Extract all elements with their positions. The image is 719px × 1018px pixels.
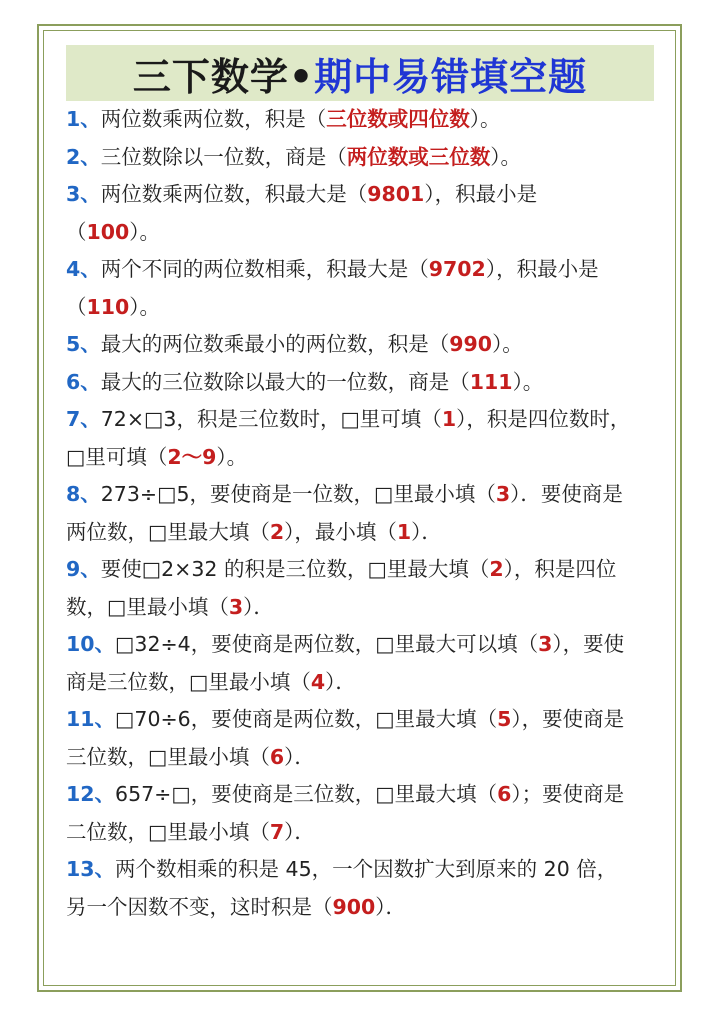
question-text: 72×□3，积是三位数时，□里可填（ <box>100 407 442 431</box>
question-text: 两位数，□里最大填（ <box>66 519 270 544</box>
question-number: 5 <box>66 332 81 356</box>
question-text: 两位数乘两位数，积是（ <box>100 107 327 131</box>
question-item <box>66 851 666 926</box>
answer: 3 <box>495 482 511 506</box>
question-item <box>66 626 666 701</box>
title-banner <box>66 45 654 101</box>
title-dot: • <box>288 54 315 99</box>
question-item <box>66 776 666 851</box>
question-text: ），要使商是 <box>511 707 625 731</box>
question-text: ）． <box>375 894 407 919</box>
question-item <box>66 101 666 139</box>
question-text: 数，□里最小填（ <box>66 594 229 619</box>
question-text: 二位数，□里最小填（ <box>66 819 270 844</box>
question-text: ），积最小是 <box>424 182 538 206</box>
question-separator: 、 <box>94 707 116 731</box>
question-number: 12 <box>66 782 95 806</box>
answer: 990 <box>449 332 493 356</box>
answer: 三位数或四位数 <box>326 107 470 131</box>
question-text: ）。 <box>490 144 522 169</box>
question-separator: 、 <box>80 482 101 506</box>
question-text: ）。 <box>216 444 248 469</box>
question-text: 两个数相乘的积是 45，一个因数扩大到原来的 20 倍， <box>115 857 618 881</box>
answer: 2～9 <box>167 444 217 469</box>
question-number: 10 <box>66 632 95 656</box>
question-text: ），积最小是 <box>485 257 599 281</box>
question-number: 13 <box>66 857 95 881</box>
answer: 9702 <box>428 257 486 281</box>
question-text: （ <box>66 294 87 319</box>
question-number: 2 <box>66 144 81 169</box>
question-number: 4 <box>66 257 81 281</box>
question-text: ）． <box>325 669 356 694</box>
title-subtitle: 期中易错填空题 <box>314 54 588 99</box>
page-title <box>133 46 587 101</box>
question-text: 最大的三位数除以最大的一位数，商是（ <box>100 369 470 394</box>
question-text: ）．要使商是 <box>510 482 623 506</box>
answer: 5 <box>497 707 512 731</box>
question-number: 11 <box>66 707 95 731</box>
question-number: 6 <box>66 369 81 394</box>
question-item <box>66 401 666 476</box>
question-number: 7 <box>66 407 81 431</box>
question-text: ），最小填（ <box>284 519 397 544</box>
question-text: （ <box>66 219 87 244</box>
question-number: 3 <box>66 182 81 206</box>
question-text: 最大的两位数乘最小的两位数，积是（ <box>100 332 450 356</box>
question-text: ）． <box>284 819 315 844</box>
question-separator: 、 <box>80 369 101 394</box>
answer: 4 <box>310 669 326 694</box>
question-item <box>66 176 666 251</box>
question-text: ）。 <box>492 332 523 356</box>
question-item <box>66 364 666 402</box>
question-text: 另一个因数不变，这时积是（ <box>66 894 333 919</box>
question-item <box>66 251 666 326</box>
question-separator: 、 <box>80 257 101 281</box>
question-text: ），积是四位 <box>503 557 617 581</box>
question-text: ）。 <box>129 294 161 319</box>
question-text: 两位数乘两位数，积最大是（ <box>100 182 368 206</box>
question-separator: 、 <box>94 857 116 881</box>
question-number: 8 <box>66 482 81 506</box>
answer: 两位数或三位数 <box>346 144 491 169</box>
question-text: ）． <box>284 744 315 769</box>
question-text: ）． <box>243 594 274 619</box>
question-text: ），要使 <box>552 632 625 656</box>
question-text: □70÷6，要使商是两位数，□里最大填（ <box>115 707 498 731</box>
answer: 6 <box>497 782 512 806</box>
question-item <box>66 476 666 551</box>
question-separator: 、 <box>80 332 101 356</box>
question-text: ）；要使商是 <box>511 782 625 806</box>
answer: 9801 <box>367 182 425 206</box>
question-text: 要使□2×32 的积是三位数，□里最大填（ <box>100 557 490 581</box>
question-separator: 、 <box>80 182 101 206</box>
question-text: ）． <box>411 519 442 544</box>
title-main: 三下数学 <box>132 54 289 99</box>
answer: 2 <box>489 557 504 581</box>
answer: 100 <box>86 219 130 244</box>
question-number: 9 <box>66 557 81 581</box>
question-item <box>66 326 666 364</box>
question-text: 商是三位数，□里最小填（ <box>66 669 311 694</box>
question-text: ）。 <box>469 107 501 131</box>
answer: 6 <box>269 744 285 769</box>
answer: 2 <box>269 519 285 544</box>
question-text: □32÷4，要使商是两位数，□里最大可以填（ <box>115 632 539 656</box>
question-separator: 、 <box>80 407 101 431</box>
question-text: 三位数，□里最小填（ <box>66 744 270 769</box>
answer: 111 <box>469 369 513 394</box>
question-item <box>66 701 666 776</box>
question-text: ），积是四位数时， <box>456 407 631 431</box>
answer: 3 <box>228 594 244 619</box>
question-item <box>66 551 666 626</box>
question-text: 三位数除以一位数，商是（ <box>100 144 347 169</box>
question-text: □里可填（ <box>66 444 168 469</box>
question-text: 两个不同的两位数相乘，积最大是（ <box>100 257 429 281</box>
question-text: ）。 <box>129 219 161 244</box>
question-text: ）。 <box>512 369 544 394</box>
question-list <box>66 101 666 926</box>
question-item <box>66 139 666 177</box>
question-separator: 、 <box>94 782 116 806</box>
question-text: 657÷□，要使商是三位数，□里最大填（ <box>115 782 498 806</box>
question-separator: 、 <box>80 144 101 169</box>
answer: 1 <box>396 519 412 544</box>
question-separator: 、 <box>94 632 116 656</box>
question-text: 273÷□5，要使商是一位数，□里最小填（ <box>100 482 496 506</box>
question-number: 1 <box>66 107 81 131</box>
answer: 3 <box>538 632 553 656</box>
answer: 110 <box>86 294 130 319</box>
answer: 900 <box>332 894 376 919</box>
question-separator: 、 <box>80 557 101 581</box>
answer: 1 <box>441 407 457 431</box>
answer: 7 <box>269 819 285 844</box>
question-separator: 、 <box>80 107 101 131</box>
